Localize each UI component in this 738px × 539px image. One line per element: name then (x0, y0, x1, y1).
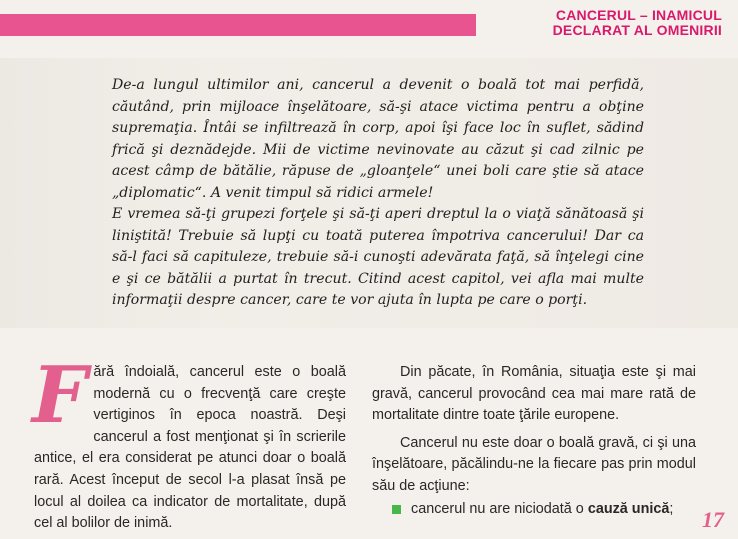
bullet-text-suffix: ; (669, 500, 674, 517)
left-column (32, 350, 346, 535)
right-column (372, 362, 696, 520)
intro-paragraph-2: E vremea să-ţi grupezi forţele şi să-ţi aperi dreptul la o viaţă sănătoasă şi liniştită! Trebuie să lupţi cu toată puterea împotriva cancerului! Dar ca să-l faci să capituleze, trebuie să-i cunoşti adevărata faţă, să înţelegi cine e şi ce bătălii a purtat în trecut. Citind acest capitol, vei afla mai multe informaţii despre cancer, care te vor ajuta în lupta pe care o porţi. (112, 206, 644, 308)
bullet-text (411, 499, 673, 521)
page-number: 17 (702, 507, 724, 532)
right-paragraph-1: Din păcate, în România, situaţia este şi mai gravă, cancerul provocând cea mai mare rată de mortalitate dintre toate ţările europene. (372, 364, 696, 424)
chapter-title-line2: DECLARAT AL OMENIRII (552, 22, 722, 38)
intro-text (112, 75, 644, 312)
header-accent-bar (0, 14, 476, 36)
chapter-title-line1: CANCERUL – INAMICUL (555, 7, 722, 23)
right-paragraph-2: Cancerul nu este doar o boală gravă, ci şi una înşelătoare, păcălindu-ne la fiecare pas prin modul său de acţiune: (372, 434, 696, 494)
dropcap-letter: F (32, 350, 88, 441)
intro-paragraph-1: De-a lungul ultimilor ani, cancerul a devenit o boală tot mai perfidă, căutând, prin mijloace înşelătoare, să-şi atace victima pentru a obţine supremaţia. Întâi se infiltrează în corp, apoi îşi face loc în suflet, sădind frică şi deznădejde. Mii de victime nevinovate au căzut şi cad zilnic pe acest câmp de bătălie, răpuse de „gloanţele“ unei boli care ştie să atace „diplomatic“. A venit timpul să ridici armele! (112, 77, 644, 201)
bullet-item (372, 499, 696, 521)
bullet-text-prefix: cancerul nu are niciodată o (411, 500, 588, 517)
left-column-text: ără îndoială, cancerul este o boală modernă cu o frecvenţă care creşte vertiginos în epoca noastră. Deşi cancerul a fost menţionat şi în scrierile antice, el era considerat pe atunci doar o boală rară. Acest început de secol l-a plasat însă pe locul al doilea ca indicator de mortalitate, după cel al bolilor de inimă. (34, 364, 346, 532)
chapter-title (492, 8, 722, 38)
bullet-text-bold: cauză unică (587, 500, 670, 517)
green-square-bullet-icon (392, 505, 401, 514)
